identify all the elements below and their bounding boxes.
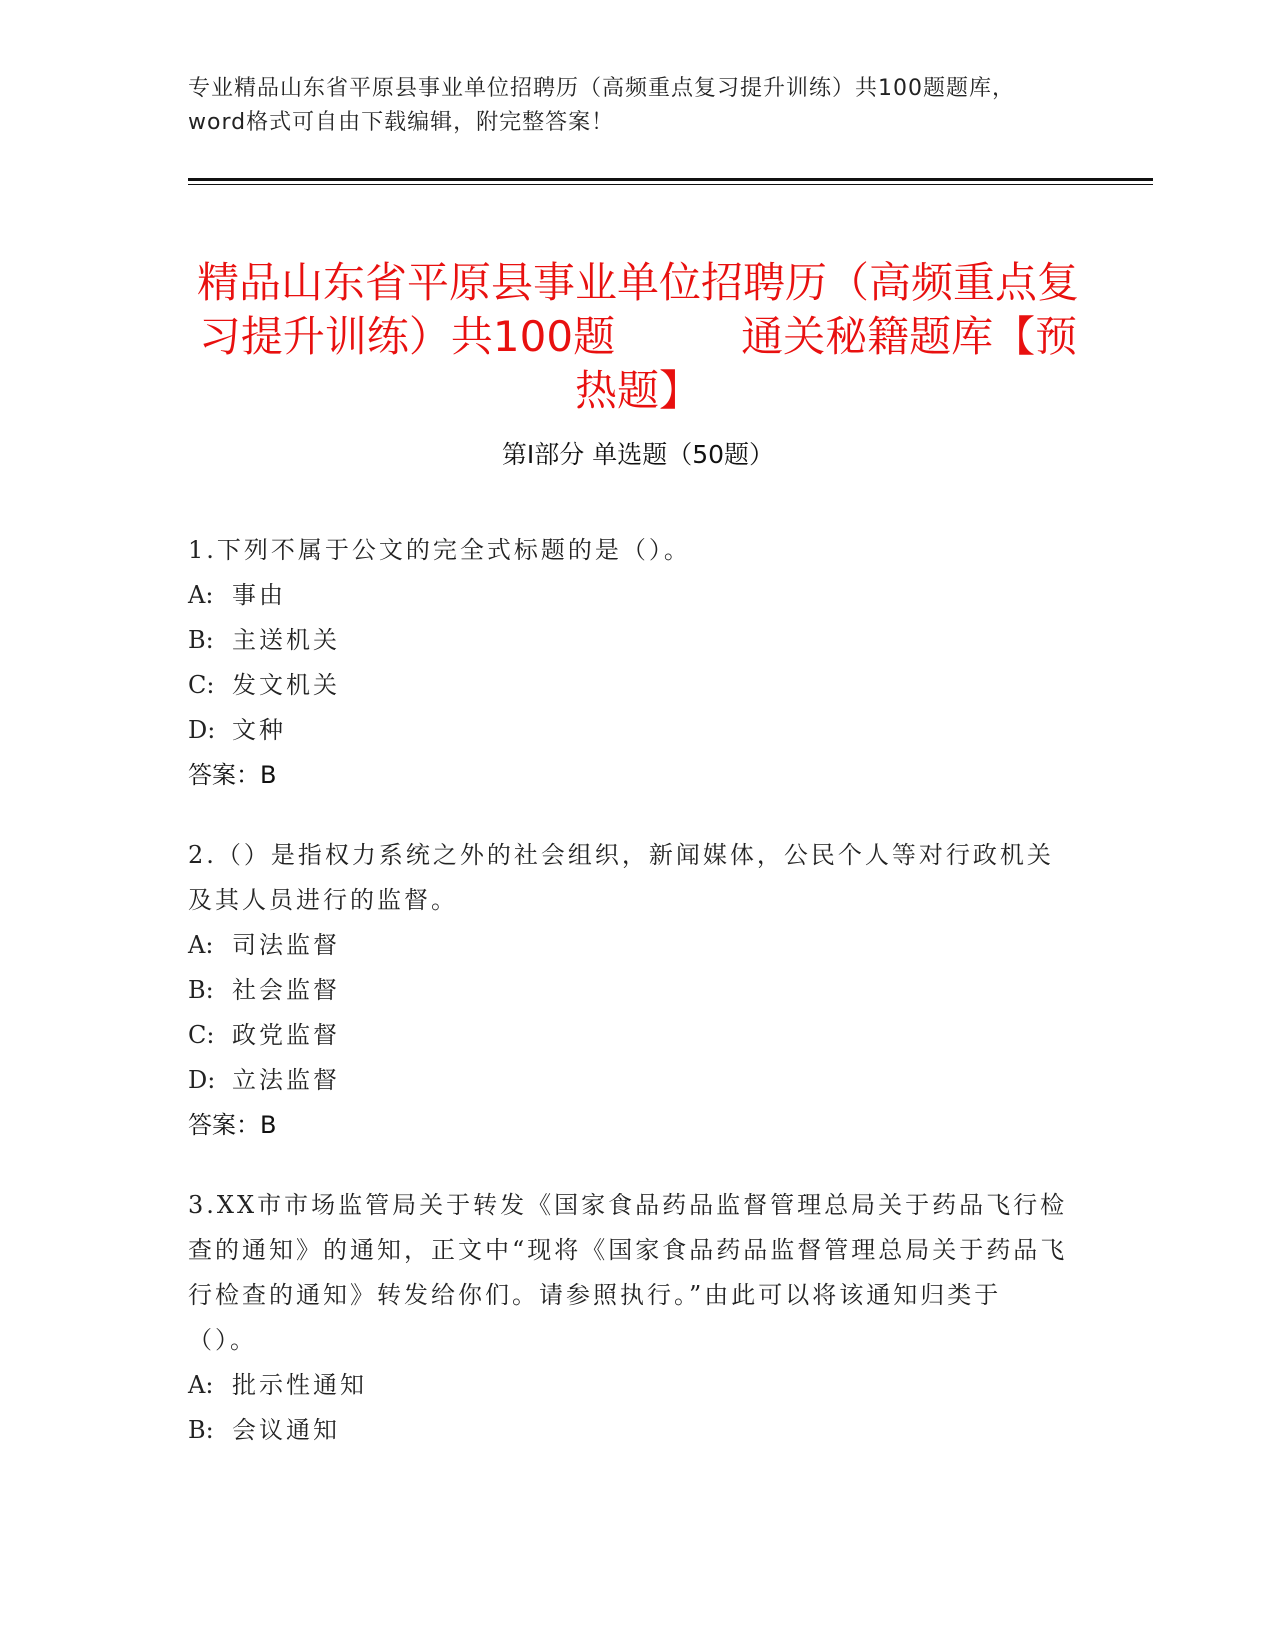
option-text: 立法监督 xyxy=(232,1066,340,1094)
option-letter: A: xyxy=(188,581,214,609)
option-d xyxy=(188,1058,1068,1103)
question-stem: 1.下列不属于公文的完全式标题的是（）。 xyxy=(188,536,691,564)
question-3 xyxy=(188,1183,1068,1453)
option-text: 会议通知 xyxy=(232,1416,340,1444)
option-text: 司法监督 xyxy=(232,931,340,959)
option-letter: C: xyxy=(188,671,215,699)
option-text: 发文机关 xyxy=(232,671,340,699)
option-letter: B: xyxy=(188,976,214,1004)
question-list xyxy=(188,528,1068,1488)
header-rule-thick xyxy=(188,178,1153,181)
question-stem: 2.（）是指权力系统之外的社会组织，新闻媒体，公民个人等对行政机关及其人员进行的监督。 xyxy=(188,841,1054,914)
question-stem: 3.XX市市场监管局关于转发《国家食品药品监督管理总局关于药品飞行检查的通知》的通知，正文中“现将《国家食品药品监督管理总局关于药品飞行检查的通知》转发给你们。请参照执行。”由此可以将该通知归类于（）。 xyxy=(188,1191,1068,1354)
option-c xyxy=(188,1013,1068,1058)
option-text: 社会监督 xyxy=(232,976,340,1004)
option-letter: D: xyxy=(188,1066,216,1094)
option-letter: A: xyxy=(188,931,214,959)
option-letter: B: xyxy=(188,626,214,654)
header-note: 专业精品山东省平原县事业单位招聘历（高频重点复习提升训练）共100题题库，word格式可自由下载编辑，附完整答案！ xyxy=(188,76,1015,135)
answer-line: 答案：B xyxy=(188,761,277,789)
option-text: 政党监督 xyxy=(232,1021,340,1049)
option-text: 事由 xyxy=(232,581,286,609)
option-text: 批示性通知 xyxy=(232,1371,367,1399)
option-b xyxy=(188,1408,1068,1453)
option-a xyxy=(188,1363,1068,1408)
option-letter: A: xyxy=(188,1371,214,1399)
option-d xyxy=(188,708,1068,753)
option-c xyxy=(188,663,1068,708)
option-b xyxy=(188,968,1068,1013)
option-b xyxy=(188,618,1068,663)
question-2 xyxy=(188,833,1068,1148)
header-rule-thin xyxy=(188,184,1153,185)
question-1 xyxy=(188,528,1068,798)
option-letter: B: xyxy=(188,1416,214,1444)
option-a xyxy=(188,573,1068,618)
section-heading: 第Ⅰ部分 单选题（50题） xyxy=(501,440,775,469)
option-letter: D: xyxy=(188,716,216,744)
document-title: 精品山东省平原县事业单位招聘历（高频重点复习提升训练）共100题 通关秘籍题库【预热题】 xyxy=(196,258,1079,416)
option-text: 文种 xyxy=(232,716,286,744)
option-text: 主送机关 xyxy=(232,626,340,654)
answer-line: 答案：B xyxy=(188,1111,277,1139)
option-letter: C: xyxy=(188,1021,215,1049)
option-a xyxy=(188,923,1068,968)
